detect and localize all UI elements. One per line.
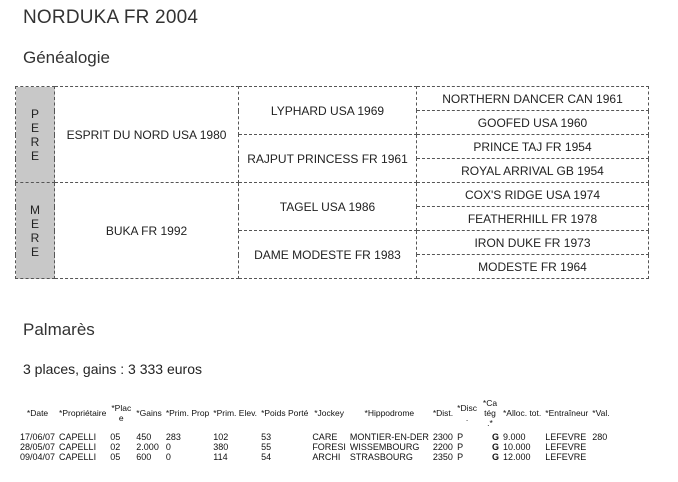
ancestor: NORTHERN DANCER CAN 1961 — [417, 87, 649, 111]
table-row: 17/06/07 CAPELLI 05 450 283 102 53 CARE MONTIER-EN-DER 2300 P G 9.000 LEFEVRE 280 — [20, 432, 608, 442]
ancestor: COX'S RIDGE USA 1974 — [417, 183, 649, 207]
table-row: 28/05/07 CAPELLI 02 2.000 0 380 55 FORESI WISSEMBOURG 2200 P G 10.000 LEFEVRE — [20, 442, 587, 452]
genealogy-heading: Généalogie — [23, 48, 110, 67]
pedigree-table — [15, 86, 649, 279]
dam-side-label: M E R E — [16, 183, 55, 279]
table-row: 09/04/07 CAPELLI 05 600 0 114 54 ARCHI STRASBOURG 2350 P G 12.000 LEFEVRE — [20, 452, 587, 462]
col-place: *Plac e — [111, 403, 132, 423]
col-trainer: *Entraîneur — [545, 408, 589, 418]
ancestor: PRINCE TAJ FR 1954 — [417, 135, 649, 159]
sire-sire: LYPHARD USA 1969 — [239, 87, 417, 135]
col-owner: *Propriétaire — [59, 408, 107, 418]
col-cat: *Ca tég .* — [482, 398, 498, 428]
palmares-heading: Palmarès — [23, 320, 95, 339]
earnings-summary: 3 places, gains : 3 333 euros — [23, 361, 203, 377]
horse-title: NORDUKA FR 2004 — [23, 7, 199, 28]
sire-side-label: P E R E — [16, 87, 55, 183]
dam-dam: DAME MODESTE FR 1983 — [239, 231, 417, 279]
sire-name: ESPRIT DU NORD USA 1980 — [55, 87, 239, 183]
results-table — [18, 398, 612, 462]
col-dist: *Dist. — [432, 408, 454, 418]
col-alloc: *Alloc. tot. — [502, 408, 542, 418]
col-date: *Date — [26, 408, 49, 418]
ancestor: ROYAL ARRIVAL GB 1954 — [417, 159, 649, 183]
ancestor: IRON DUKE FR 1973 — [417, 231, 649, 255]
dam-name: BUKA FR 1992 — [55, 183, 239, 279]
col-hippodrome: *Hippodrome — [364, 408, 415, 418]
col-val: *Val. — [592, 408, 610, 418]
col-weight: *Poids Porté — [261, 408, 309, 418]
dam-sire: TAGEL USA 1986 — [239, 183, 417, 231]
ancestor: GOOFED USA 1960 — [417, 111, 649, 135]
ancestor: MODESTE FR 1964 — [417, 255, 649, 279]
col-gains: *Gains — [136, 408, 162, 418]
ancestor: FEATHERHILL FR 1978 — [417, 207, 649, 231]
col-disc: *Disc . — [457, 403, 477, 423]
col-jockey: *Jockey — [314, 408, 344, 418]
sire-dam: RAJPUT PRINCESS FR 1961 — [239, 135, 417, 183]
col-prim-prop: *Prim. Prop — [165, 408, 210, 418]
col-prim-elev: *Prim. Elev. — [213, 408, 258, 418]
results-header — [18, 398, 612, 428]
